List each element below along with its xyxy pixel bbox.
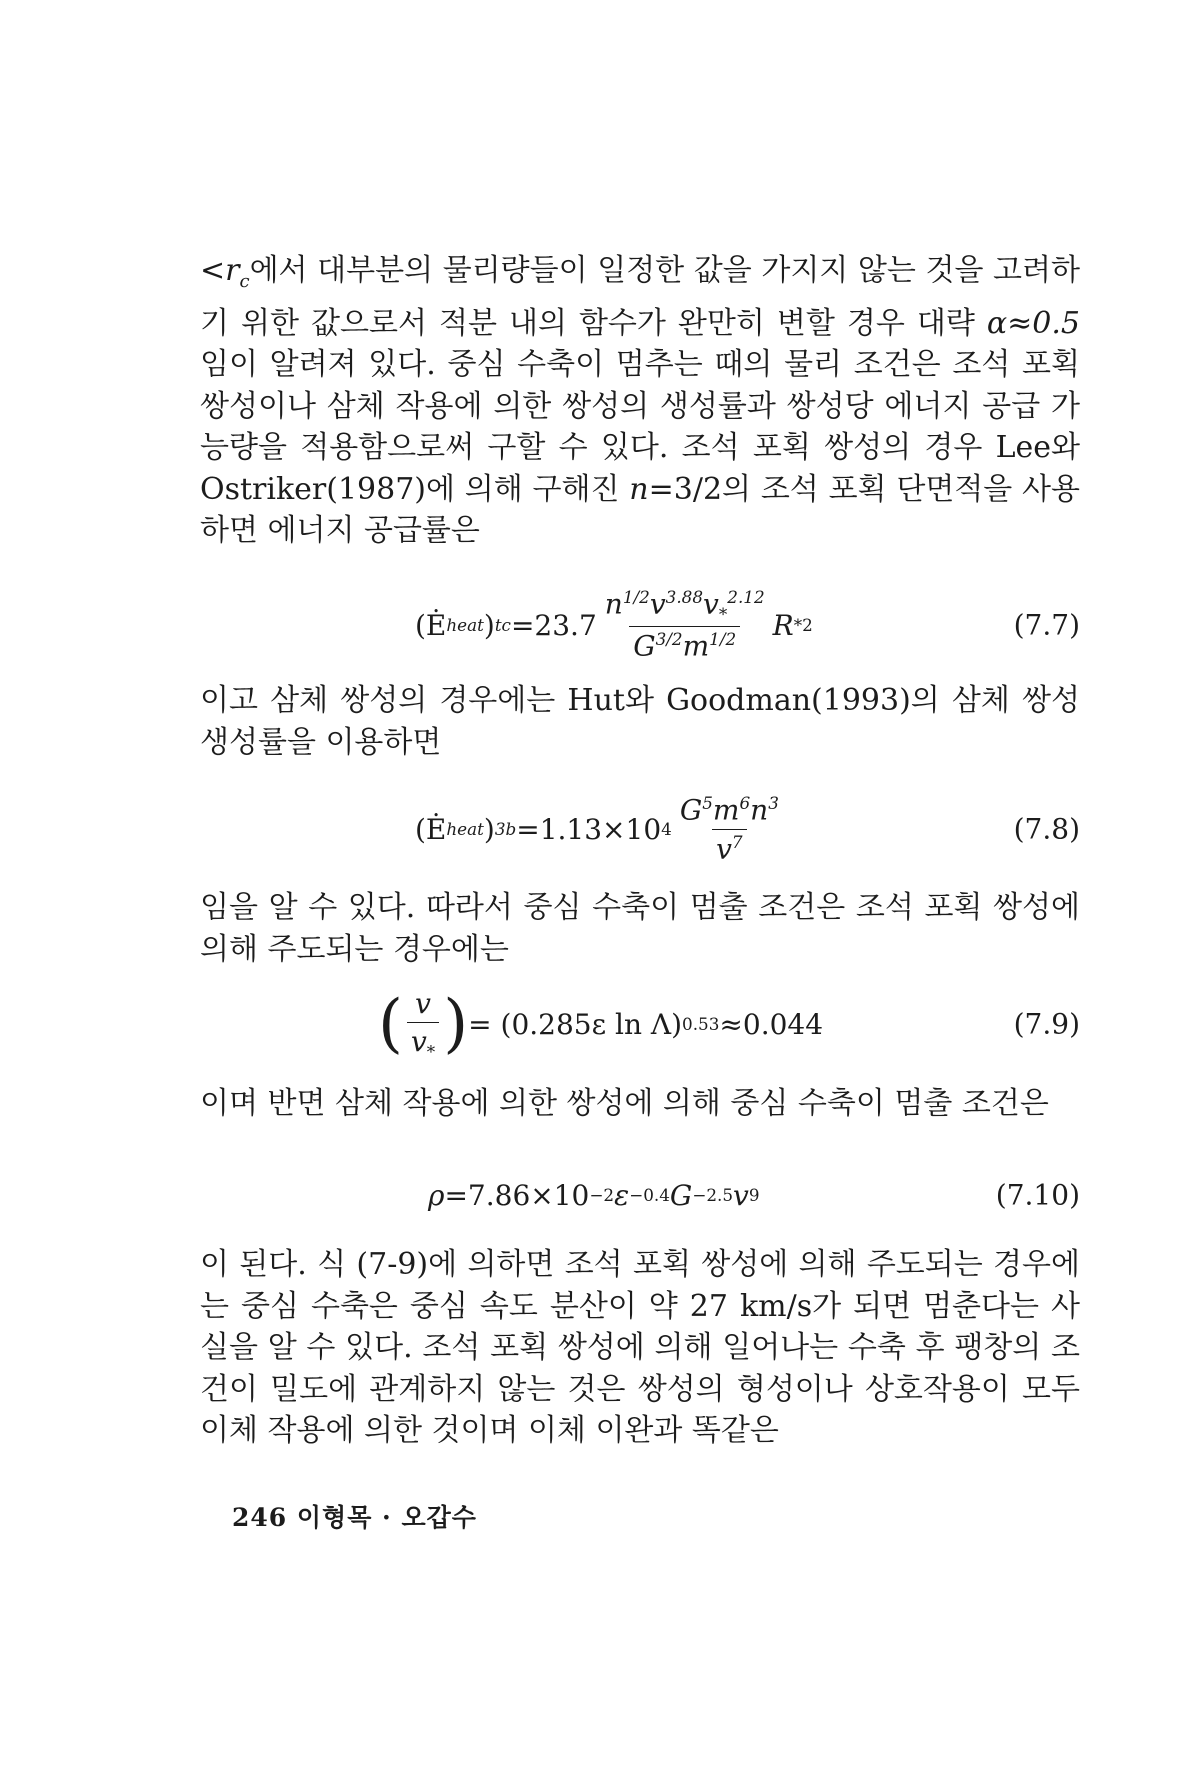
equation-7-7: (Ė heat ) tc =23.7 $\frac{n^{1/2}v^{3.88}v_*^{2.12}}{G^{3/2}m^{1/2}}$ R * 2 (7.7) (415, 587, 1080, 663)
equation-number-7-7: (7.7) (1013, 608, 1080, 642)
paragraph-1-text-b: 임이 알려져 있다. 중심 수축이 멈추는 때의 물리 조건은 조석 포획 쌍성이나 삼체 작용에 의한 쌍성의 생성률과 쌍성당 에너지 공급 가능량을 적용함으로써 구할 수 있다. 조석 포획 쌍성의 경우 Lee와 Ostriker(1987)에 의해 구해진 (200, 347, 1080, 507)
paragraph-2: 이고 삼체 쌍성의 경우에는 Hut와 Goodman(1993)의 삼체 쌍성 생성률을 이용하면 (200, 683, 1080, 760)
eq77-numerator: $n^{1/2}v^{3.88}v_*^{2.12}$ (604, 587, 765, 625)
alpha-value: α≈0.5 (986, 305, 1080, 341)
paragraph-1-text-c: =3/2의 조석 포획 단면적을 사용하면 에너지 공급률은 (200, 471, 1081, 548)
eq77-lhs: (Ė (415, 608, 447, 642)
page-footer (232, 1498, 477, 1534)
paragraph-1-text-a: 에서 대부분의 물리량들이 일정한 값을 가지지 않는 것을 고려하기 위한 값으로서 적분 내의 함수가 완만히 변할 경우 대략 (200, 253, 1080, 341)
page-number: 246 (232, 1503, 288, 1532)
eq79-denominator: $v_*$ (407, 1022, 439, 1062)
equation-number-7-10: (7.10) (995, 1178, 1080, 1212)
equation-7-8: (Ė heat ) 3b =1.13×10 4 $\frac{G^5m^6n^3}{v^7}$ (7.8) (415, 793, 1080, 865)
rc-symbol: r (225, 253, 240, 288)
eq79-rhs: = (0.285ε ln Λ) (468, 1007, 683, 1041)
paragraph-3: 임을 알 수 있다. 따라서 중심 수축이 멈출 조건은 조석 포획 쌍성에 의해 주도되는 경우에는 (200, 890, 1080, 967)
eq78-coefficient: =1.13×10 (516, 812, 662, 846)
eq78-fraction (676, 793, 783, 865)
eq78-numerator: $G^5m^6n^3$ (679, 793, 779, 827)
equation-number-7-8: (7.8) (1013, 812, 1080, 846)
paragraph-4: 이며 반면 삼체 작용에 의한 쌍성에 의해 중심 수축이 멈출 조건은 (200, 1086, 1049, 1121)
eq79-close-paren: ) (443, 987, 469, 1061)
paragraph-1 (200, 250, 1080, 552)
eq79-numerator: v (415, 986, 431, 1020)
eq77-fraction (601, 587, 769, 662)
eq79-open-paren: ( (378, 987, 403, 1061)
equation-number-7-9: (7.9) (1013, 1007, 1080, 1041)
eq78-denominator: $v^7$ (712, 829, 747, 865)
eq77-denominator: $G^{3/2}m^{1/2}$ (629, 626, 740, 662)
equation-7-9: ( $\frac{v}{v_*}$ ) = (0.285ε ln Λ) 0.53 ≈0.044 (7.9) (378, 986, 1080, 1062)
n-symbol: n (629, 471, 649, 507)
less-than-sign: < (200, 253, 226, 288)
equation-7-10: ρ =7.86×10 −2 ε −0.4 G −2.5 v 9 (7.10) (428, 1178, 1080, 1212)
eq78-lhs: (Ė (415, 812, 447, 846)
rc-subscript: c (239, 271, 250, 292)
paragraph-5: 이 된다. 식 (7-9)에 의하면 조석 포획 쌍성에 의해 주도되는 경우에는 중심 수축은 중심 속도 분산이 약 27 km/s가 되면 멈춘다는 사실을 알 수 있다. 조석 포획 쌍성에 의해 일어나는 수축 후 팽창의 조건이 밀도에 관계하지 않는 것은 쌍성의 형성이나 상호작용이 모두 이체 작용에 의한 것이며 이체 이완과 똑같은 (200, 1247, 1080, 1448)
eq77-coefficient: =23.7 (510, 608, 597, 642)
eq79-fraction (407, 987, 439, 1062)
author-names: 이형목 · 오갑수 (296, 1503, 477, 1532)
